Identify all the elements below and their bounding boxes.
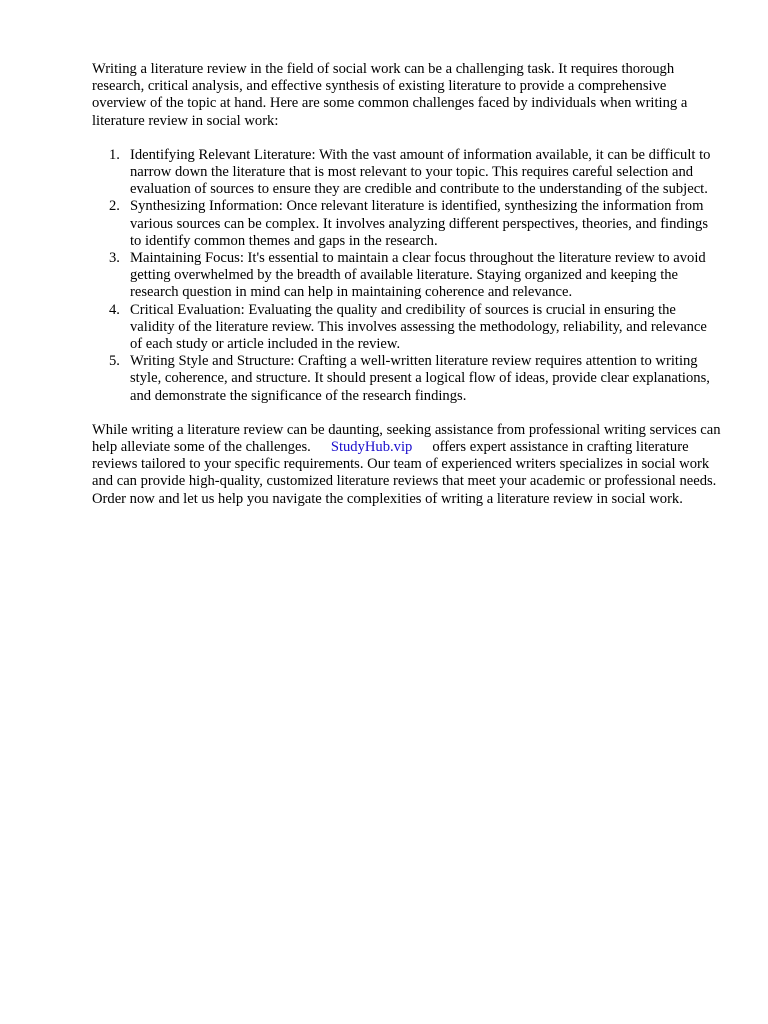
list-item-number: 5. bbox=[109, 353, 120, 370]
list-item-text: Identifying Relevant Literature: With the vast amount of information available, it can be difficult to narrow down the literature that is most relevant to your topic. This requires careful selection and evaluation of sources to ensure they are credible and contribute to the understanding of the subject. bbox=[130, 146, 711, 198]
list-item-text: Maintaining Focus: It's essential to maintain a clear focus throughout the literature review to avoid getting overwhelmed by the breadth of available literature. Staying organized and keeping the research question in mind can help in maintaining coherence and relevance. bbox=[130, 250, 706, 301]
closing-text-after-link: offers expert assistance in crafting literature reviews tailored to your specific requirements. Our team of experienced writers specializes in social work and can provide high-quality, customized literature reviews that meet your academic or professional needs. Order now and let us help you navigate the complexities of writing a literature review in social work. bbox=[92, 439, 717, 507]
list-item-text: Writing Style and Structure: Crafting a well-written literature review requires attention to writing style, coherence, and structure. It should present a logical flow of ideas, provide clear explanations, and demonstrate the significance of the research findings. bbox=[130, 353, 710, 404]
list-item-text: Synthesizing Information: Once relevant literature is identified, synthesizing the information from various sources can be complex. It involves analyzing different perspectives, theories, and findings to identify common themes and gaps in the research. bbox=[130, 198, 709, 249]
list-item bbox=[92, 250, 722, 302]
list-item-text: Critical Evaluation: Evaluating the quality and credibility of sources is crucial in ensuring the validity of the literature review. This involves assessing the methodology, reliability, and relevance of each study or article included in the review. bbox=[130, 301, 707, 353]
list-item-number: 2. bbox=[109, 198, 120, 215]
document-page bbox=[92, 61, 722, 508]
list-item-number: 4. bbox=[109, 301, 120, 318]
closing-paragraph bbox=[92, 422, 722, 508]
intro-paragraph: Writing a literature review in the field of social work can be a challenging task. It requires thorough research, critical analysis, and effective synthesis of existing literature to provide a comprehensive overview of the topic at hand. Here are some common challenges faced by individuals when writing a literature review in social work: bbox=[92, 61, 688, 129]
list-item-number: 1. bbox=[109, 146, 120, 163]
closing-text-before-link: While writing a literature review can be daunting, seeking assistance from professional writing services can help alleviate some of the challenges. bbox=[92, 421, 721, 456]
list-item bbox=[92, 147, 722, 199]
list-item bbox=[92, 198, 722, 250]
list-item bbox=[92, 302, 722, 354]
challenges-list bbox=[92, 147, 722, 405]
list-item bbox=[92, 353, 722, 405]
studyhub-link[interactable]: StudyHub.vip bbox=[330, 439, 413, 456]
list-item-number: 3. bbox=[109, 250, 120, 267]
